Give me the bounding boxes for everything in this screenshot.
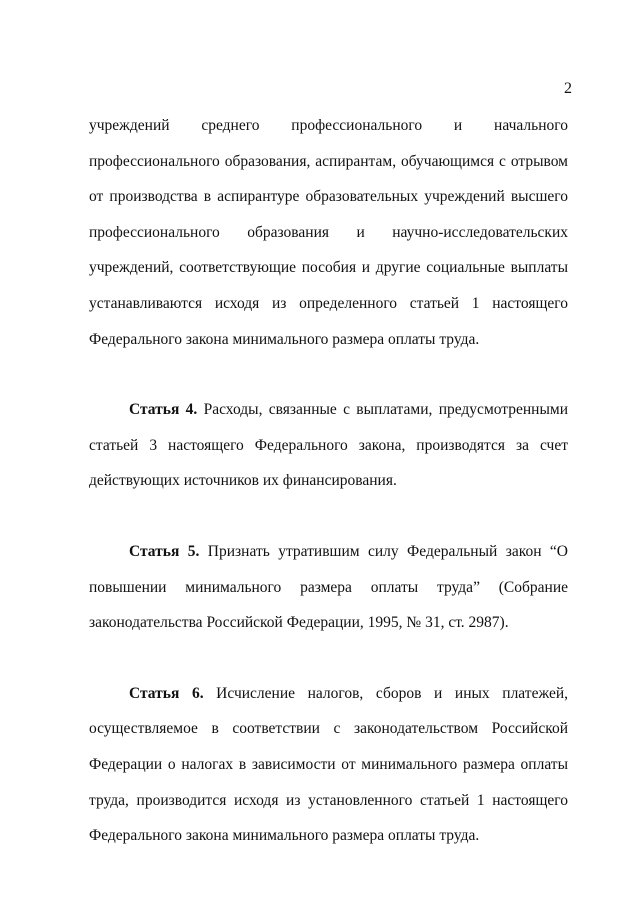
article-heading: Статья 6. — [129, 684, 204, 702]
paragraph-continuation — [89, 108, 568, 357]
paragraph-text: учреждений среднего профессионального и начального профессионального образования, аспирантам, обучающимся с отрывом от производства в аспирантуре образовательных учреждений высшего профессионального образования и научно-исследовательских учреждений, соответствующие пособия и другие социальные выплаты устанавливаются исходя из определенного статьей 1 настоящего Федерального закона минимального размера оплаты труда. — [89, 117, 568, 348]
article-6 — [89, 676, 568, 854]
article-4 — [89, 392, 568, 499]
article-text: Исчисление налогов, сборов и иных платежей, осуществляемое в соответствии с законодательством Российской Федерации о налогах в зависимости от минимального размера оплаты труда, производится исходя из установленного статьей 1 настоящего Федерального закона минимального размера оплаты труда. — [89, 684, 568, 845]
page-number: 2 — [564, 80, 572, 97]
document-body — [89, 108, 568, 854]
article-heading: Статья 5. — [129, 542, 200, 560]
article-5 — [89, 534, 568, 641]
article-heading: Статья 4. — [129, 401, 198, 419]
article-text: Признать утратившим силу Федеральный закон “О повышении минимального размера оплаты труда” (Собрание законодательства Российской Федерации, 1995, № 31, ст. 2987). — [89, 542, 568, 632]
article-text: Расходы, связанные с выплатами, предусмотренными статьей 3 настоящего Федерального закона, производятся за счет действующих источников их финансирования. — [89, 401, 568, 490]
